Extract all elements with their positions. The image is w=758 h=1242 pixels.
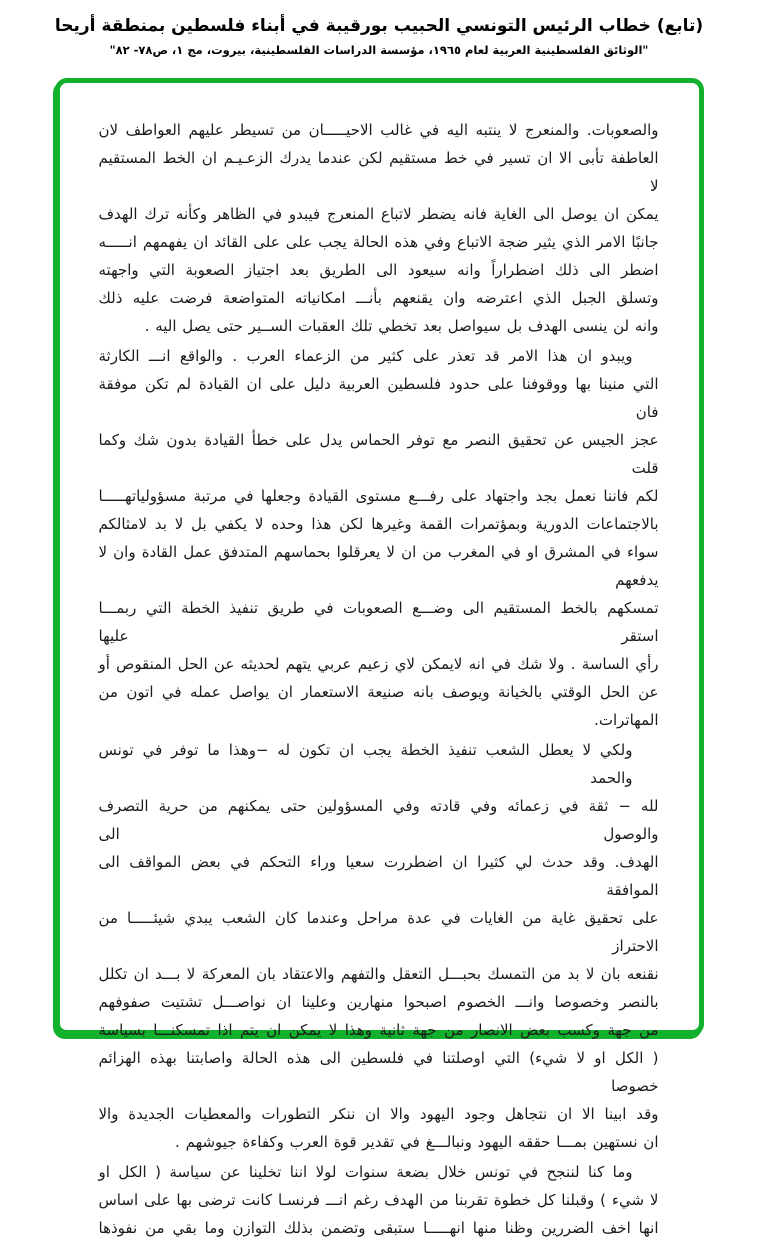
- text-line: تمسكهم بالخط المستقيم الى وضـــع الصعوبات في طريق تنفيذ الخطة التي ربمـــا استقر عليها: [98, 599, 659, 645]
- paragraph: [99, 736, 659, 1156]
- text-line: عن الحل الوقتي بالخيانة ويوصف بانه صنيعة الاستعمار ان يواصل عمله في اتون من المهاترات.: [98, 683, 659, 729]
- text-line: الهدف. وقد حدث لي كثيرا ان اضطررت سعيا وراء التحكم في بعض المواقف الى الموافقة: [98, 853, 659, 899]
- text-line: رأي الساسة . ولا شك في انه لايمكن لاي زعيم عربي يتهم لحديثه عن الحل المنقوص أو: [98, 655, 659, 673]
- text-line: والصعوبات. والمنعرج لا ينتبه اليه في غالب الاحيـــــان من تسيطر عليهم العواطف لان: [98, 121, 659, 139]
- paragraph: [99, 1158, 659, 1242]
- document-header: [0, 14, 758, 58]
- text-line: العاطفة تأبى الا ان تسير في خط مستقيم لكن عندما يدرك الزعـيـم ان الخط المستقيم لا: [98, 149, 659, 195]
- paragraph: [99, 116, 659, 340]
- text-line: على تحقيق غاية من الغايات في عدة مراحل وعندما كان الشعب يبدي شيئـــــا من الاحتراز: [98, 909, 659, 955]
- paragraph: [99, 342, 659, 734]
- text-line: وانه لن ينسى الهدف بل سيواصل بعد تخطي تلك العقبات الســير حتى يصل اليه .: [144, 317, 659, 335]
- text-line: لله − ثقة في زعمائه وفي قادته وفي المسؤولين حتى يمكنهم من حرية التصرف والوصول الى: [98, 797, 659, 843]
- text-line: انها اخف الضررين وظنا منها انهـــــا ستبقى وتضمن بذلك التوازن وما بقي من نفوذها: [98, 1219, 659, 1237]
- text-line: وما كنا لننجح في تونس خلال بضعة سنوات لولا اننا تخلينا عن سياسة ( الكل او: [98, 1163, 633, 1181]
- scanned-text-frame: [55, 78, 704, 1237]
- text-line: التي منينا بها ووقوفنا على حدود فلسطين العربية دليل على ان القيادة لم تكن موفقة فان: [98, 375, 659, 421]
- text-line: نقنعه بان لا بد من التمسك بحبـــل التعقل والتفهم والاعتقاد بان المعركة لا بـــد ان تكلل: [98, 965, 659, 983]
- text-line: ويبدو ان هذا الامر قد تعذر على كثير من الزعماء العرب . والواقع انـــ الكارثة: [98, 347, 633, 365]
- text-line: ولكي لا يعطل الشعب تنفيذ الخطة يجب ان تكون له −وهذا ما توفر في تونس والحمد: [98, 741, 633, 787]
- text-line: من جهة وكسب بعض الانصار من جهة ثانية وهذا لا يمكن ان يتم اذا تمسكنـــا بسياسة: [98, 1021, 659, 1039]
- document-source-citation: "الوثائق الفلسطينية العربية لعام ١٩٦٥، مؤسسة الدراسات الفلسطينية، بيروت، مج ١، ص٧٨- ٨٢": [109, 43, 649, 57]
- text-line: لا شيء ) وقبلنا كل خطوة تقربنا من الهدف رغم انـــ فرنسـا كانت ترضى بها على اساس: [98, 1191, 659, 1209]
- text-line: يمكن ان يوصل الى الغاية فانه يضطر لاتباع المنعرج فيبدو في الظاهر وكأنه ترك الهدف: [98, 205, 659, 223]
- text-line: اضطر الى ذلك اضطراراً وانه سيعود الى الطريق بعد اجتياز الصعوبة التي واجهته: [98, 261, 659, 279]
- text-line: ( الكل او لا شيء) التي اوصلتنا في فلسطين الى هذه الحالة واصابتنا بهذه الهزائم خصوصا: [98, 1049, 659, 1095]
- text-line: لكم فاننا نعمل بجد واجتهاد على رفـــع مستوى القيادة وجعلها في مرتبة مسؤولياتهـــــا: [98, 487, 659, 505]
- text-line: بالاجتماعات الدورية وبمؤتمرات القمة وغيرها لكن هذا وحده لا يكفي بل لا بد لامثالكم: [98, 515, 659, 533]
- text-line: ان نستهين بمـــا حققه اليهود ونبالـــغ في تقدير قوة العرب وكفاءة جيوشهم .: [175, 1133, 659, 1151]
- scanned-text-body: [60, 83, 699, 1242]
- text-line: جانبًا الامر الذي يثير ضجة الاتباع وفي هذه الحالة يجب على على القائد ان يفهمهم انـــــه: [98, 233, 659, 251]
- text-line: سواء في المشرق او في المغرب من ان لا يعرقلوا بحماسهم المتدفق عمل القادة وان لا يدفعهم: [98, 543, 659, 589]
- text-line: وقد ابينا الا ان نتجاهل وجود اليهود والا ان ننكر التطورات والمعطيات الجديدة والا: [98, 1105, 659, 1123]
- text-line: عجز الجيس عن تحقيق النصر مع توفر الحماس يدل على خطأ القيادة بدون شك وكما قلت: [98, 431, 659, 477]
- text-line: بالنصر وخصوصا وانـــ الخصوم اصبحوا منهارين وعلينا ان نواصـــل تشتيت صفوفهم: [98, 993, 659, 1011]
- text-line: وتسلق الجبل الذي اعترضه وان يقنعهم بأنـــ امكانياته المتواضعة فرضت عليه ذلك: [98, 289, 659, 307]
- document-title: (تابع) خطاب الرئيس التونسي الحبيب بورقيبة في أبناء فلسطين بمنطقة أريحا: [54, 16, 704, 36]
